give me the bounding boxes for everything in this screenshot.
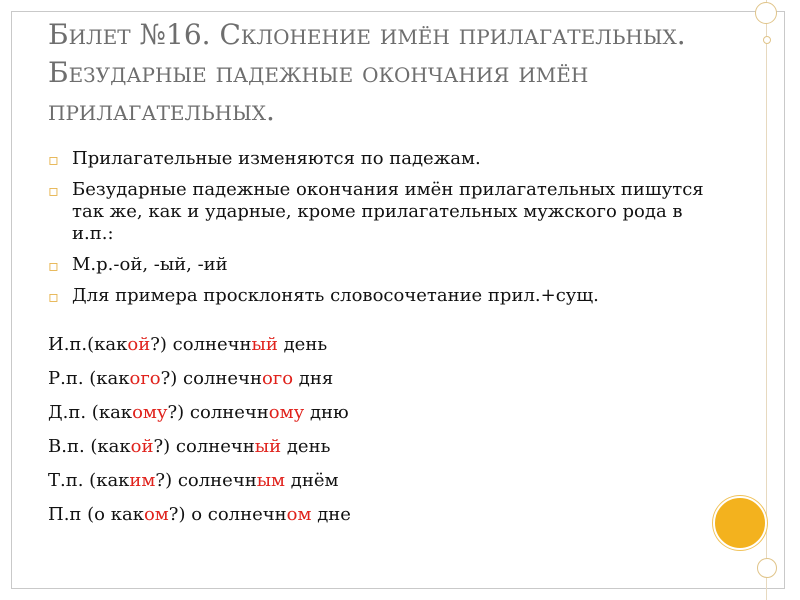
bullet-mark-icon: ▫ xyxy=(48,256,59,275)
case-text: ?) солнечн xyxy=(167,402,269,423)
decor-circle-bottom xyxy=(757,558,777,578)
case-row xyxy=(48,470,708,504)
noun-text: днём xyxy=(285,470,339,491)
case-text: В.п. (как xyxy=(48,436,131,457)
bullet-item xyxy=(48,285,708,307)
bullet-item xyxy=(48,254,708,276)
case-row xyxy=(48,402,708,436)
adjective-ending: ый xyxy=(251,334,278,355)
case-row xyxy=(48,436,708,470)
case-text: П.п (о как xyxy=(48,504,144,525)
decor-circle-orange xyxy=(713,496,767,550)
decor-circle-small xyxy=(763,36,771,44)
question-ending: ого xyxy=(129,368,161,389)
case-text: ?) о солнечн xyxy=(168,504,287,525)
bullet-mark-icon: ▫ xyxy=(48,287,59,306)
bullet-text: М.р.-ой, -ый, -ий xyxy=(72,254,228,275)
question-ending: ому xyxy=(132,402,168,423)
bullet-mark-icon: ▫ xyxy=(48,150,59,169)
adjective-ending: ом xyxy=(286,504,312,525)
bullet-item xyxy=(48,179,708,245)
decor-circle-top xyxy=(755,2,777,24)
bullet-text: Прилагательные изменяются по падежам. xyxy=(72,148,481,169)
adjective-ending: ый xyxy=(254,436,282,457)
slide-title xyxy=(48,16,708,130)
question-ending: им xyxy=(129,470,156,491)
noun-text: день xyxy=(277,334,328,355)
bullet-mark-icon: ▫ xyxy=(48,181,59,200)
case-text: ?) солнечн xyxy=(153,436,255,457)
decor-vertical-line xyxy=(766,0,767,600)
noun-text: дню xyxy=(304,402,349,423)
case-text: ?) солнечн xyxy=(155,470,257,491)
case-text: ?) солнечн xyxy=(160,368,262,389)
noun-text: дня xyxy=(293,368,334,389)
question-ending: ом xyxy=(143,504,169,525)
case-text: Т.п. (как xyxy=(48,470,130,491)
question-ending: ой xyxy=(130,436,154,457)
adjective-ending: ого xyxy=(261,368,294,389)
bullet-text: Для примера просклонять словосочетание прил.+сущ. xyxy=(72,285,599,306)
noun-text: дне xyxy=(311,504,351,525)
adjective-ending: ым xyxy=(256,470,286,491)
title-line-2: Безударные падежные окончания имён xyxy=(48,56,589,89)
case-row xyxy=(48,334,708,368)
bullet-item xyxy=(48,148,708,170)
case-text: Д.п. (как xyxy=(48,402,133,423)
case-text: ?) солнечн xyxy=(150,334,252,355)
case-text: Р.п. (как xyxy=(48,368,130,389)
case-text: И.п.(как xyxy=(48,334,128,355)
question-ending: ой xyxy=(127,334,151,355)
title-line-3: прилагательных. xyxy=(48,94,275,127)
case-row xyxy=(48,504,708,538)
adjective-ending: ому xyxy=(268,402,305,423)
declension-list xyxy=(48,334,708,538)
noun-text: день xyxy=(281,436,331,457)
bullet-list xyxy=(48,148,708,316)
case-row xyxy=(48,368,708,402)
title-line-1: Билет №16. Склонение имён прилагательных. xyxy=(48,18,686,51)
bullet-text: Безударные падежные окончания имён прилагательных пишутся так же, как и ударные, кроме прилагательных мужского рода в и.п.: xyxy=(72,179,704,244)
